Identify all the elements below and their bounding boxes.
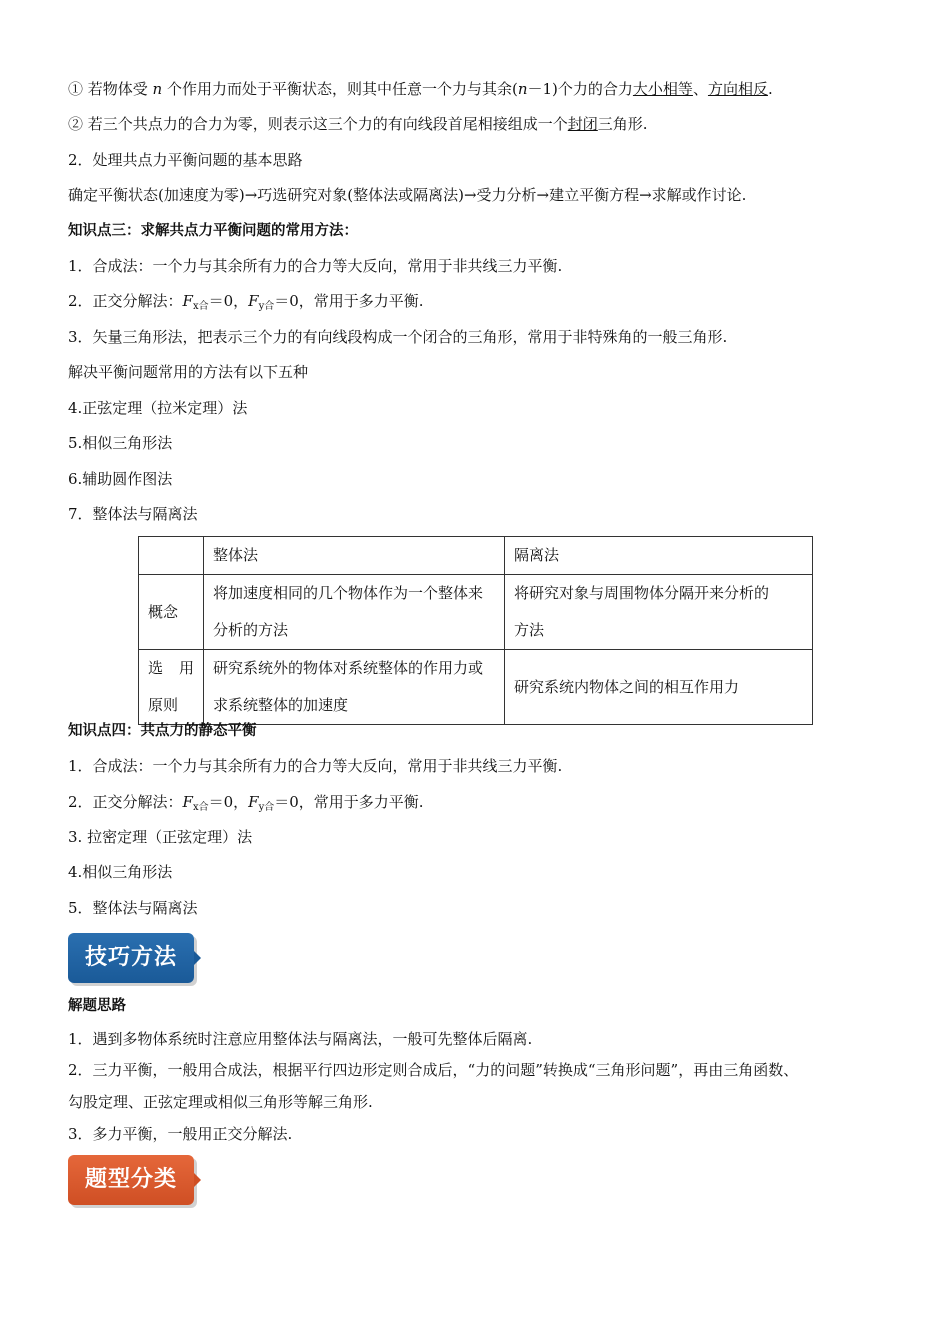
basic-approach-heading: 2．处理共点力平衡问题的基本思路	[68, 151, 303, 169]
method-whole-isolation: 7．整体法与隔离法	[68, 505, 198, 523]
table-header-isolation: 隔离法	[505, 537, 813, 575]
table-row	[139, 537, 813, 575]
static-method-synthesis: 1．合成法：一个力与其余所有力的合力等大反向，常用于非共线三力平衡.	[68, 757, 563, 775]
method-auxiliary-circle: 6.辅助圆作图法	[68, 470, 173, 488]
table-row	[139, 650, 813, 725]
static-method-orthogonal: 2．正交分解法：$F_{x合}=0$，$F_{y合}=0$，常用于多力平衡.	[68, 793, 424, 813]
knowledge-point-4-heading: 知识点四：共点力的静态平衡	[68, 723, 257, 739]
table-cell: 将研究对象与周围物体分隔开来分析的 方法	[505, 575, 813, 650]
table-row	[139, 575, 813, 650]
tip-three-force: 2．三力平衡，一般用合成法，根据平行四边形定则合成后，“力的问题”转换成“三角形问题”，再由三角函数、	[68, 1061, 799, 1079]
solving-ideas-heading: 解题思路	[68, 998, 126, 1014]
equilibrium-condition-n-forces: ① 若物体受 n 个作用力而处于平衡状态，则其中任意一个力与其余(n－1)个力的合力大小相等、方向相反.	[68, 80, 773, 98]
table-cell	[139, 537, 204, 575]
table-cell: 研究系统内物体之间的相互作用力	[505, 650, 813, 725]
row-label-concept: 概念	[139, 575, 204, 650]
knowledge-point-3-heading: 知识点三：求解共点力平衡问题的常用方法：	[68, 223, 358, 239]
table-header-whole: 整体法	[204, 537, 505, 575]
table-cell: 将加速度相同的几个物体作为一个整体来 分析的方法	[204, 575, 505, 650]
static-method-similar-triangles: 4.相似三角形法	[68, 863, 173, 881]
whole-vs-isolation-table	[138, 536, 813, 725]
static-method-lami: 3. 拉密定理（正弦定理）法	[68, 828, 253, 846]
method-sine-law: 4.正弦定理（拉米定理）法	[68, 399, 248, 417]
tip-multi-body: 1．遇到多物体系统时注意应用整体法与隔离法，一般可先整体后隔离.	[68, 1030, 533, 1048]
basic-approach-steps: 确定平衡状态(加速度为零)→巧选研究对象(整体法或隔离法)→受力分析→建立平衡方程→求解或作讨论.	[68, 186, 747, 204]
equilibrium-condition-three-forces: ② 若三个共点力的合力为零，则表示这三个力的有向线段首尾相接组成一个封闭三角形.	[68, 115, 648, 133]
tip-multi-force: 3．多力平衡，一般用正交分解法.	[68, 1125, 293, 1143]
five-methods-intro: 解决平衡问题常用的方法有以下五种	[68, 363, 309, 381]
problem-types-banner: 题型分类	[68, 1155, 194, 1205]
method-vector-triangle: 3．矢量三角形法，把表示三个力的有向线段构成一个闭合的三角形，常用于非特殊角的一般三角形.	[68, 328, 728, 346]
row-label-principle: 选 用 原则	[139, 650, 204, 725]
tips-methods-banner: 技巧方法	[68, 933, 194, 983]
tip-three-force-cont: 勾股定理、正弦定理或相似三角形等解三角形.	[68, 1093, 373, 1111]
table-cell: 研究系统外的物体对系统整体的作用力或 求系统整体的加速度	[204, 650, 505, 725]
method-similar-triangles: 5.相似三角形法	[68, 434, 173, 452]
method-synthesis: 1．合成法：一个力与其余所有力的合力等大反向，常用于非共线三力平衡.	[68, 257, 563, 275]
static-method-whole-isolation: 5．整体法与隔离法	[68, 899, 198, 917]
method-orthogonal: 2．正交分解法：$F_{x合}=0$，$F_{y合}=0$，常用于多力平衡.	[68, 292, 424, 312]
